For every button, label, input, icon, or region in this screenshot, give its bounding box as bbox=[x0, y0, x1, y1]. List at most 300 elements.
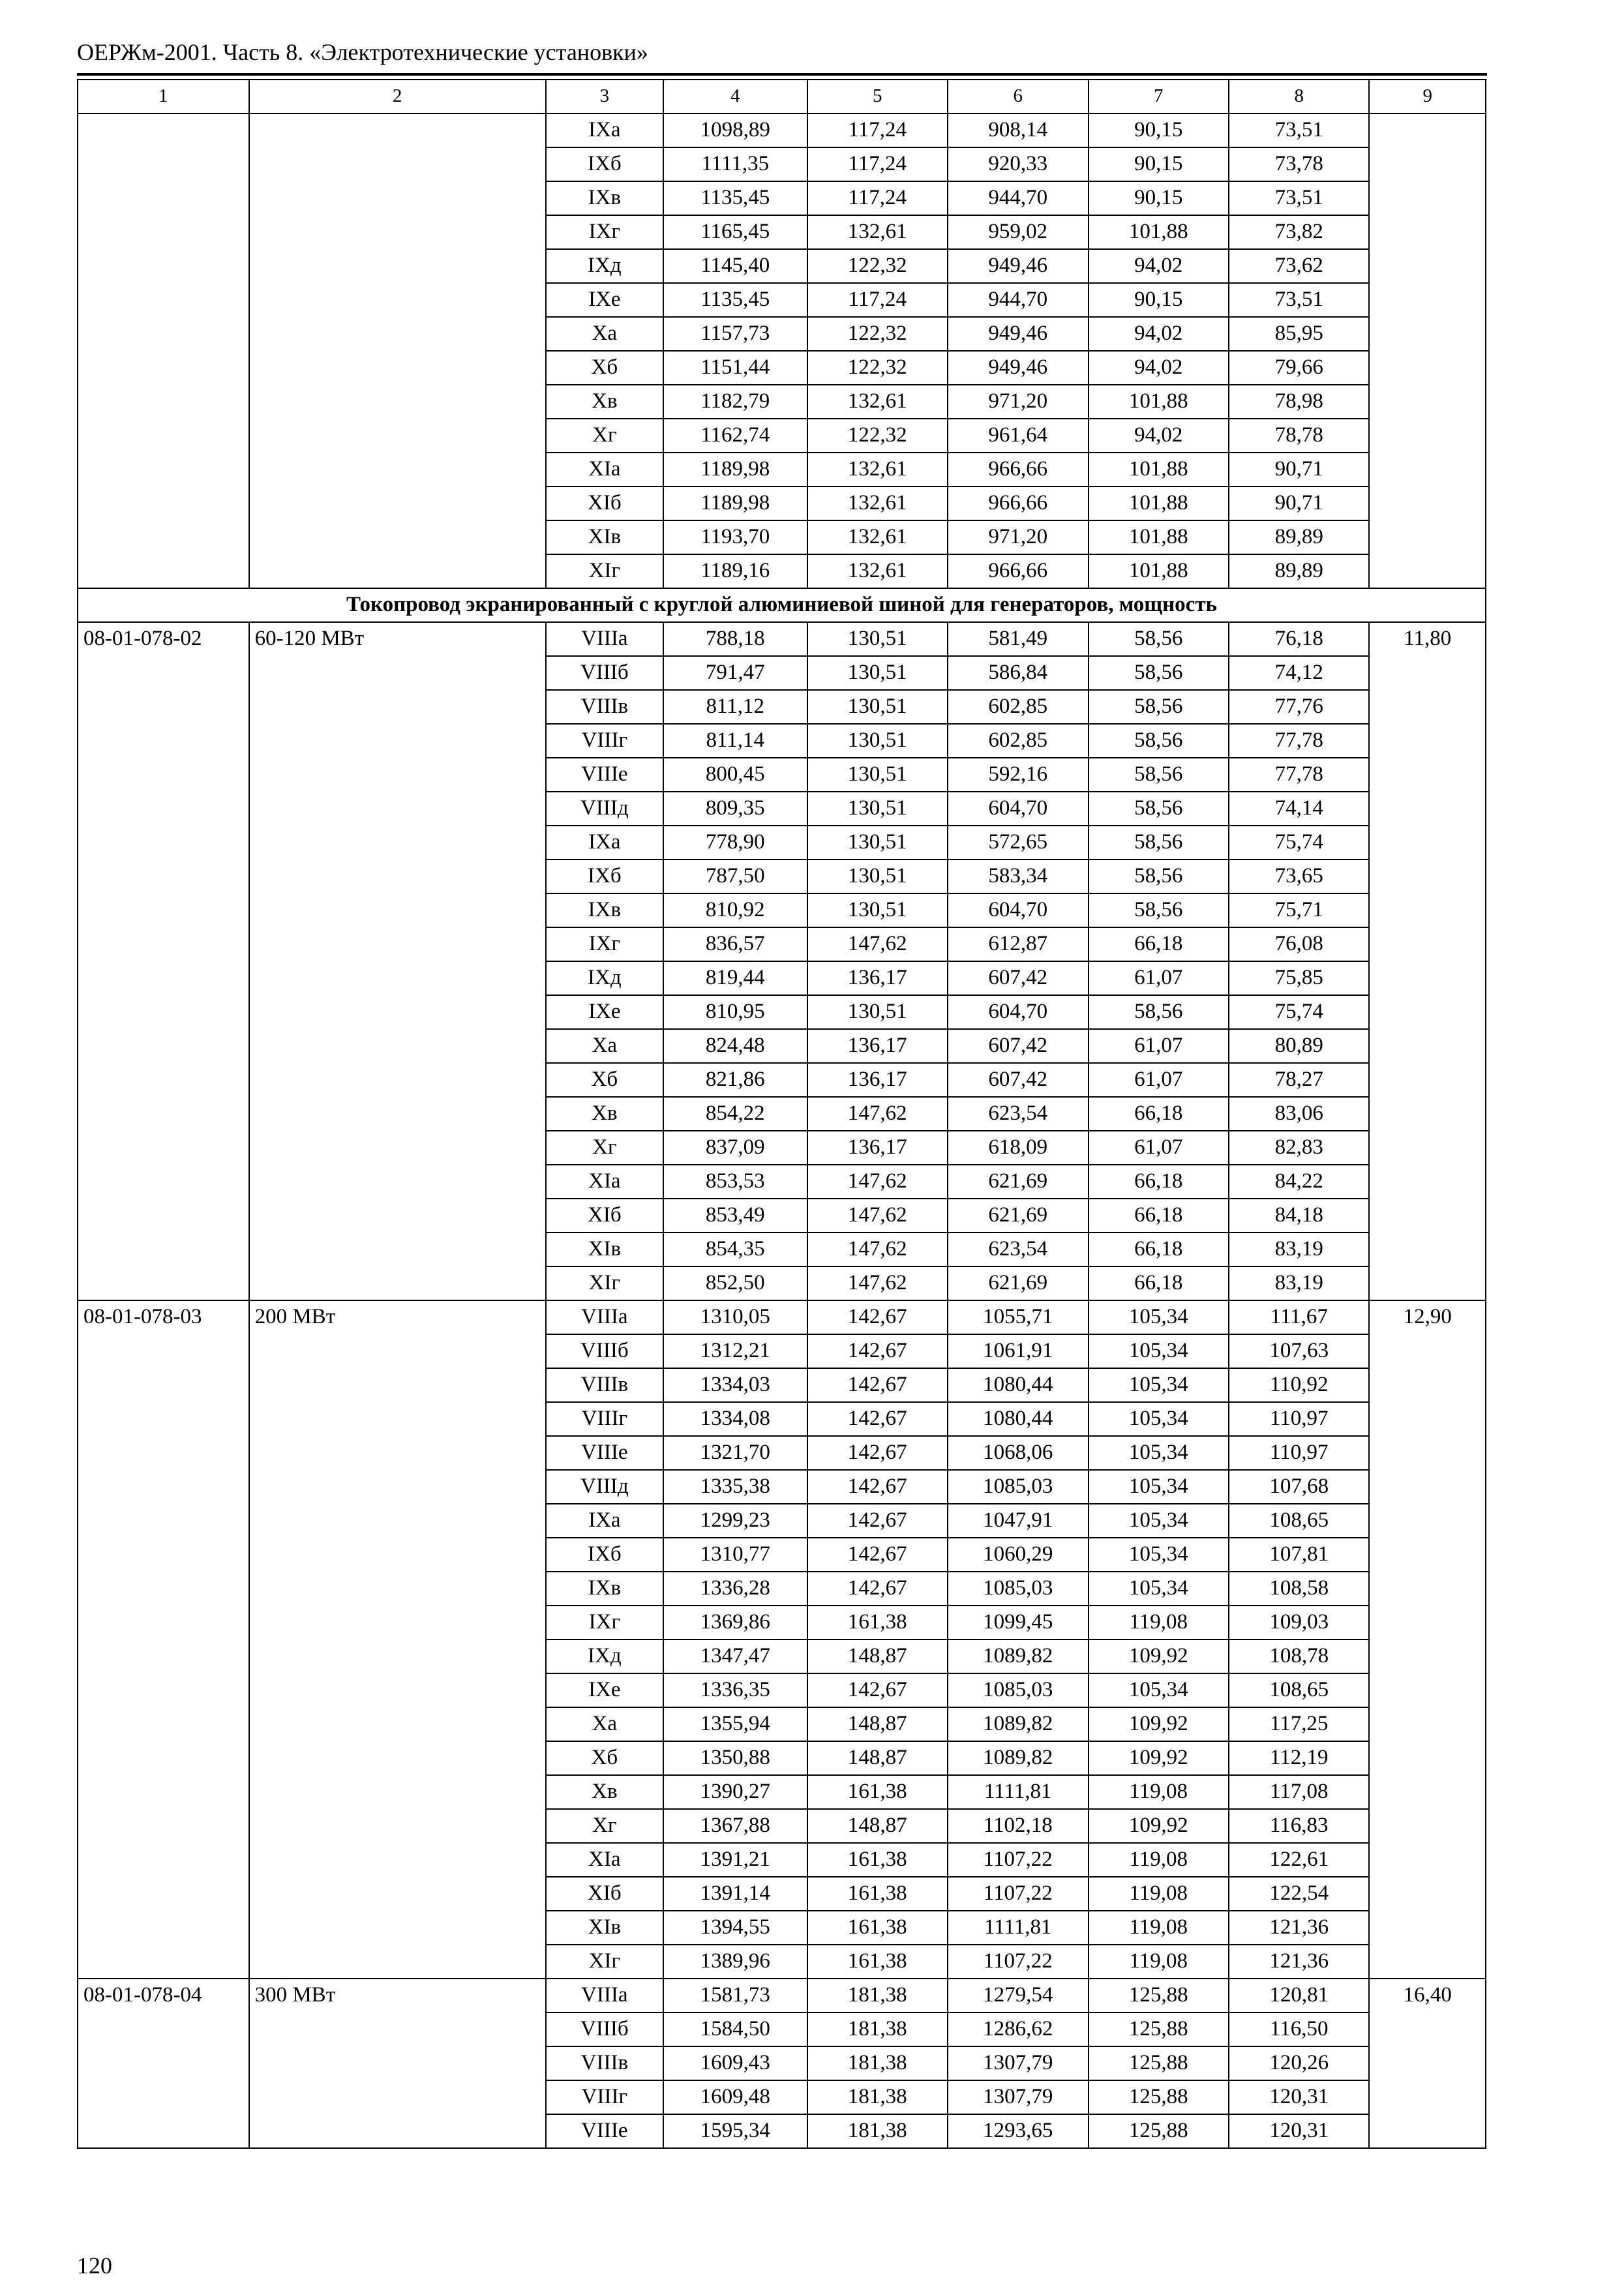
data-cell: 920,33 bbox=[948, 147, 1088, 181]
data-cell: 105,34 bbox=[1089, 1504, 1229, 1538]
column-number-cell: 1 bbox=[78, 80, 249, 113]
item-code: 08-01-078-04 bbox=[78, 1979, 249, 2148]
data-cell: 1391,14 bbox=[663, 1877, 807, 1911]
data-cell: 621,69 bbox=[948, 1266, 1088, 1300]
data-cell: 58,56 bbox=[1089, 893, 1229, 927]
data-cell: 78,27 bbox=[1229, 1063, 1369, 1097]
data-cell: 161,38 bbox=[807, 1877, 948, 1911]
data-cell: 181,38 bbox=[807, 1979, 948, 2012]
data-cell: 572,65 bbox=[948, 826, 1088, 860]
data-cell: XIа bbox=[546, 1843, 663, 1877]
data-cell: XIб bbox=[546, 1199, 663, 1233]
data-cell: 161,38 bbox=[807, 1606, 948, 1639]
item-name: 300 МВт bbox=[249, 1979, 546, 2148]
header-rule bbox=[77, 73, 1487, 76]
data-cell: 75,74 bbox=[1229, 995, 1369, 1029]
page-header-title: ОЕРЖм-2001. Часть 8. «Электротехнические установки» bbox=[77, 39, 648, 65]
data-cell: XIв bbox=[546, 1911, 663, 1945]
data-cell: 1336,35 bbox=[663, 1673, 807, 1707]
data-cell: 1293,65 bbox=[948, 2114, 1088, 2148]
data-cell: 1189,98 bbox=[663, 453, 807, 486]
data-cell: 142,67 bbox=[807, 1402, 948, 1436]
data-cell: 809,35 bbox=[663, 792, 807, 826]
data-cell: 66,18 bbox=[1089, 1097, 1229, 1131]
data-cell: VIIIд bbox=[546, 1470, 663, 1504]
data-cell: 1165,45 bbox=[663, 215, 807, 249]
data-cell: 836,57 bbox=[663, 927, 807, 961]
data-cell: 1182,79 bbox=[663, 385, 807, 419]
data-cell: 121,36 bbox=[1229, 1911, 1369, 1945]
data-cell: Xг bbox=[546, 1809, 663, 1843]
data-cell: 800,45 bbox=[663, 758, 807, 792]
data-cell: 1085,03 bbox=[948, 1470, 1088, 1504]
data-cell: 1334,03 bbox=[663, 1368, 807, 1402]
data-cell: Xв bbox=[546, 1097, 663, 1131]
data-cell: 122,54 bbox=[1229, 1877, 1369, 1911]
data-cell: 117,24 bbox=[807, 113, 948, 147]
data-cell: 142,67 bbox=[807, 1673, 948, 1707]
data-cell: 107,81 bbox=[1229, 1538, 1369, 1572]
data-cell: 819,44 bbox=[663, 961, 807, 995]
column-number-cell: 3 bbox=[546, 80, 663, 113]
data-cell: 117,25 bbox=[1229, 1707, 1369, 1741]
data-cell: XIб bbox=[546, 1877, 663, 1911]
data-cell: VIIIб bbox=[546, 656, 663, 690]
data-cell: 181,38 bbox=[807, 2080, 948, 2114]
data-cell: 89,89 bbox=[1229, 520, 1369, 554]
data-cell: 77,76 bbox=[1229, 690, 1369, 724]
data-cell: 132,61 bbox=[807, 486, 948, 520]
table-row bbox=[78, 622, 1486, 656]
data-cell: 108,65 bbox=[1229, 1504, 1369, 1538]
data-cell: 125,88 bbox=[1089, 2114, 1229, 2148]
data-cell: IXб bbox=[546, 1538, 663, 1572]
data-cell: 79,66 bbox=[1229, 351, 1369, 385]
data-cell: 1350,88 bbox=[663, 1741, 807, 1775]
data-cell: 105,34 bbox=[1089, 1572, 1229, 1606]
data-cell: 119,08 bbox=[1089, 1843, 1229, 1877]
data-cell: 1335,38 bbox=[663, 1470, 807, 1504]
data-cell: 130,51 bbox=[807, 860, 948, 893]
data-cell: 604,70 bbox=[948, 893, 1088, 927]
data-cell: 105,34 bbox=[1089, 1436, 1229, 1470]
data-cell: 58,56 bbox=[1089, 860, 1229, 893]
data-cell: 181,38 bbox=[807, 2114, 948, 2148]
data-cell: VIIIг bbox=[546, 1402, 663, 1436]
item-name bbox=[249, 113, 546, 588]
data-cell: VIIIа bbox=[546, 1979, 663, 2012]
table-row bbox=[78, 1300, 1486, 1334]
data-cell: 119,08 bbox=[1089, 1606, 1229, 1639]
data-cell: VIIIе bbox=[546, 2114, 663, 2148]
data-cell: XIв bbox=[546, 1233, 663, 1266]
data-cell: 74,12 bbox=[1229, 656, 1369, 690]
data-cell: 94,02 bbox=[1089, 317, 1229, 351]
data-cell: 1299,23 bbox=[663, 1504, 807, 1538]
data-cell: 1584,50 bbox=[663, 2012, 807, 2046]
data-cell: 142,67 bbox=[807, 1504, 948, 1538]
data-cell: 110,97 bbox=[1229, 1436, 1369, 1470]
data-cell: 1347,47 bbox=[663, 1639, 807, 1673]
data-cell: 1089,82 bbox=[948, 1639, 1088, 1673]
data-cell: 147,62 bbox=[807, 1097, 948, 1131]
data-cell: 181,38 bbox=[807, 2046, 948, 2080]
data-cell: 148,87 bbox=[807, 1707, 948, 1741]
data-cell: 592,16 bbox=[948, 758, 1088, 792]
data-cell: 77,78 bbox=[1229, 758, 1369, 792]
data-cell: 120,31 bbox=[1229, 2080, 1369, 2114]
data-cell: VIIIа bbox=[546, 622, 663, 656]
data-cell: 121,36 bbox=[1229, 1945, 1369, 1979]
data-cell: 61,07 bbox=[1089, 961, 1229, 995]
data-cell: 1307,79 bbox=[948, 2046, 1088, 2080]
data-cell: 1107,22 bbox=[948, 1843, 1088, 1877]
data-cell: VIIIб bbox=[546, 2012, 663, 2046]
data-cell: 810,92 bbox=[663, 893, 807, 927]
data-cell: 101,88 bbox=[1089, 486, 1229, 520]
data-cell: 78,78 bbox=[1229, 419, 1369, 453]
data-cell: 1089,82 bbox=[948, 1741, 1088, 1775]
data-cell: 1609,43 bbox=[663, 2046, 807, 2080]
data-cell: 1085,03 bbox=[948, 1572, 1088, 1606]
data-cell: 1609,48 bbox=[663, 2080, 807, 2114]
data-cell: IXа bbox=[546, 826, 663, 860]
data-cell: 853,53 bbox=[663, 1165, 807, 1199]
data-cell: 130,51 bbox=[807, 826, 948, 860]
data-cell: 132,61 bbox=[807, 520, 948, 554]
data-cell: 90,15 bbox=[1089, 113, 1229, 147]
data-cell: 58,56 bbox=[1089, 995, 1229, 1029]
data-cell: 791,47 bbox=[663, 656, 807, 690]
data-cell: 1111,81 bbox=[948, 1911, 1088, 1945]
data-cell: 109,92 bbox=[1089, 1639, 1229, 1673]
data-cell: 108,78 bbox=[1229, 1639, 1369, 1673]
data-cell: IXд bbox=[546, 1639, 663, 1673]
data-cell: IXд bbox=[546, 249, 663, 283]
data-cell: Xа bbox=[546, 1029, 663, 1063]
data-cell: 971,20 bbox=[948, 385, 1088, 419]
data-cell: 1099,45 bbox=[948, 1606, 1088, 1639]
data-cell: 136,17 bbox=[807, 1063, 948, 1097]
data-cell: 1068,06 bbox=[948, 1436, 1088, 1470]
data-cell: 908,14 bbox=[948, 113, 1088, 147]
data-cell: 161,38 bbox=[807, 1775, 948, 1809]
data-cell: Xа bbox=[546, 317, 663, 351]
data-cell: 117,08 bbox=[1229, 1775, 1369, 1809]
data-cell: 75,85 bbox=[1229, 961, 1369, 995]
data-cell: 1085,03 bbox=[948, 1673, 1088, 1707]
data-cell: Xг bbox=[546, 419, 663, 453]
data-cell: 130,51 bbox=[807, 622, 948, 656]
data-cell: 623,54 bbox=[948, 1233, 1088, 1266]
data-cell: 1595,34 bbox=[663, 2114, 807, 2148]
data-cell: 125,88 bbox=[1089, 1979, 1229, 2012]
data-cell: 1055,71 bbox=[948, 1300, 1088, 1334]
data-cell: IXг bbox=[546, 215, 663, 249]
data-cell: 607,42 bbox=[948, 961, 1088, 995]
item-col9-value: 16,40 bbox=[1369, 1979, 1486, 2148]
data-cell: 949,46 bbox=[948, 249, 1088, 283]
data-cell: 1279,54 bbox=[948, 1979, 1088, 2012]
data-cell: 90,15 bbox=[1089, 283, 1229, 317]
data-cell: 944,70 bbox=[948, 181, 1088, 215]
data-cell: 105,34 bbox=[1089, 1402, 1229, 1436]
data-cell: 971,20 bbox=[948, 520, 1088, 554]
data-cell: 1080,44 bbox=[948, 1402, 1088, 1436]
data-cell: 73,65 bbox=[1229, 860, 1369, 893]
data-cell: 602,85 bbox=[948, 690, 1088, 724]
data-cell: 61,07 bbox=[1089, 1063, 1229, 1097]
data-cell: 1111,35 bbox=[663, 147, 807, 181]
data-cell: 58,56 bbox=[1089, 656, 1229, 690]
data-cell: XIг bbox=[546, 1945, 663, 1979]
data-cell: Xб bbox=[546, 351, 663, 385]
data-cell: 1310,77 bbox=[663, 1538, 807, 1572]
data-cell: 58,56 bbox=[1089, 724, 1229, 758]
data-cell: 75,71 bbox=[1229, 893, 1369, 927]
data-cell: 120,31 bbox=[1229, 2114, 1369, 2148]
data-cell: 1189,16 bbox=[663, 554, 807, 588]
data-cell: 1089,82 bbox=[948, 1707, 1088, 1741]
data-cell: 944,70 bbox=[948, 283, 1088, 317]
data-cell: 66,18 bbox=[1089, 1233, 1229, 1266]
data-cell: XIг bbox=[546, 554, 663, 588]
data-cell: 1193,70 bbox=[663, 520, 807, 554]
table-body bbox=[78, 80, 1486, 2148]
data-cell: 824,48 bbox=[663, 1029, 807, 1063]
data-cell: 142,67 bbox=[807, 1368, 948, 1402]
data-cell: 90,71 bbox=[1229, 486, 1369, 520]
data-cell: 120,26 bbox=[1229, 2046, 1369, 2080]
data-cell: 116,83 bbox=[1229, 1809, 1369, 1843]
data-cell: 1162,74 bbox=[663, 419, 807, 453]
data-cell: XIа bbox=[546, 453, 663, 486]
data-cell: 117,24 bbox=[807, 283, 948, 317]
data-cell: 109,92 bbox=[1089, 1707, 1229, 1741]
data-cell: 105,34 bbox=[1089, 1673, 1229, 1707]
page-number: 120 bbox=[77, 2252, 112, 2279]
item-col9-value bbox=[1369, 113, 1486, 588]
data-cell: 58,56 bbox=[1089, 690, 1229, 724]
data-cell: 75,74 bbox=[1229, 826, 1369, 860]
data-cell: 966,66 bbox=[948, 486, 1088, 520]
data-cell: VIIIе bbox=[546, 758, 663, 792]
data-cell: 607,42 bbox=[948, 1063, 1088, 1097]
data-cell: 581,49 bbox=[948, 622, 1088, 656]
data-cell: 618,09 bbox=[948, 1131, 1088, 1165]
item-name: 60-120 МВт bbox=[249, 622, 546, 1300]
data-cell: Xб bbox=[546, 1063, 663, 1097]
data-cell: 116,50 bbox=[1229, 2012, 1369, 2046]
data-cell: 1390,27 bbox=[663, 1775, 807, 1809]
data-cell: Xв bbox=[546, 1775, 663, 1809]
data-cell: 1098,89 bbox=[663, 113, 807, 147]
data-cell: 76,08 bbox=[1229, 927, 1369, 961]
data-cell: 84,18 bbox=[1229, 1199, 1369, 1233]
data-cell: 80,89 bbox=[1229, 1029, 1369, 1063]
data-cell: 949,46 bbox=[948, 351, 1088, 385]
data-cell: 120,81 bbox=[1229, 1979, 1369, 2012]
data-cell: 58,56 bbox=[1089, 826, 1229, 860]
data-cell: 105,34 bbox=[1089, 1334, 1229, 1368]
data-cell: 78,98 bbox=[1229, 385, 1369, 419]
data-cell: VIIIд bbox=[546, 792, 663, 826]
data-cell: 142,67 bbox=[807, 1572, 948, 1606]
data-cell: 136,17 bbox=[807, 1131, 948, 1165]
data-cell: IXг bbox=[546, 1606, 663, 1639]
item-code: 08-01-078-02 bbox=[78, 622, 249, 1300]
data-cell: 66,18 bbox=[1089, 927, 1229, 961]
column-number-cell: 6 bbox=[948, 80, 1088, 113]
data-cell: VIIIг bbox=[546, 724, 663, 758]
data-cell: 787,50 bbox=[663, 860, 807, 893]
data-cell: IXд bbox=[546, 961, 663, 995]
data-cell: VIIIв bbox=[546, 1368, 663, 1402]
data-cell: 147,62 bbox=[807, 1199, 948, 1233]
data-cell: 136,17 bbox=[807, 1029, 948, 1063]
data-cell: 1307,79 bbox=[948, 2080, 1088, 2114]
data-cell: 73,62 bbox=[1229, 249, 1369, 283]
data-cell: 161,38 bbox=[807, 1945, 948, 1979]
data-cell: 105,34 bbox=[1089, 1538, 1229, 1572]
data-cell: 810,95 bbox=[663, 995, 807, 1029]
data-cell: 89,89 bbox=[1229, 554, 1369, 588]
data-cell: Xв bbox=[546, 385, 663, 419]
data-cell: 76,18 bbox=[1229, 622, 1369, 656]
data-cell: 142,67 bbox=[807, 1300, 948, 1334]
data-cell: 109,03 bbox=[1229, 1606, 1369, 1639]
data-cell: 147,62 bbox=[807, 1266, 948, 1300]
data-cell: 811,14 bbox=[663, 724, 807, 758]
data-cell: 142,67 bbox=[807, 1334, 948, 1368]
data-cell: 1107,22 bbox=[948, 1877, 1088, 1911]
data-cell: 119,08 bbox=[1089, 1911, 1229, 1945]
data-cell: 107,68 bbox=[1229, 1470, 1369, 1504]
data-cell: 125,88 bbox=[1089, 2046, 1229, 2080]
data-cell: 101,88 bbox=[1089, 215, 1229, 249]
data-cell: 1145,40 bbox=[663, 249, 807, 283]
data-cell: VIIIе bbox=[546, 1436, 663, 1470]
column-number-cell: 5 bbox=[807, 80, 948, 113]
data-cell: 119,08 bbox=[1089, 1775, 1229, 1809]
data-cell: 778,90 bbox=[663, 826, 807, 860]
data-cell: 1581,73 bbox=[663, 1979, 807, 2012]
data-cell: 130,51 bbox=[807, 758, 948, 792]
column-number-cell: 7 bbox=[1089, 80, 1229, 113]
data-cell: 66,18 bbox=[1089, 1266, 1229, 1300]
data-cell: XIб bbox=[546, 486, 663, 520]
data-cell: 1111,81 bbox=[948, 1775, 1088, 1809]
data-cell: 117,24 bbox=[807, 181, 948, 215]
data-cell: 1334,08 bbox=[663, 1402, 807, 1436]
data-cell: 623,54 bbox=[948, 1097, 1088, 1131]
data-cell: 161,38 bbox=[807, 1843, 948, 1877]
data-cell: 1336,28 bbox=[663, 1572, 807, 1606]
data-cell: 148,87 bbox=[807, 1741, 948, 1775]
data-cell: 122,61 bbox=[1229, 1843, 1369, 1877]
data-cell: 959,02 bbox=[948, 215, 1088, 249]
data-cell: 136,17 bbox=[807, 961, 948, 995]
data-cell: 105,34 bbox=[1089, 1470, 1229, 1504]
item-code bbox=[78, 113, 249, 588]
data-cell: VIIIв bbox=[546, 690, 663, 724]
data-cell: 132,61 bbox=[807, 453, 948, 486]
data-cell: 130,51 bbox=[807, 893, 948, 927]
data-cell: 58,56 bbox=[1089, 622, 1229, 656]
data-cell: IXв bbox=[546, 181, 663, 215]
data-cell: 837,09 bbox=[663, 1131, 807, 1165]
data-cell: 811,12 bbox=[663, 690, 807, 724]
data-cell: 117,24 bbox=[807, 147, 948, 181]
data-cell: 111,67 bbox=[1229, 1300, 1369, 1334]
data-cell: 132,61 bbox=[807, 215, 948, 249]
data-cell: 94,02 bbox=[1089, 249, 1229, 283]
data-cell: IXб bbox=[546, 860, 663, 893]
data-cell: 142,67 bbox=[807, 1436, 948, 1470]
data-cell: 77,78 bbox=[1229, 724, 1369, 758]
data-cell: 1135,45 bbox=[663, 181, 807, 215]
data-cell: 83,19 bbox=[1229, 1233, 1369, 1266]
data-cell: 109,92 bbox=[1089, 1741, 1229, 1775]
data-cell: 788,18 bbox=[663, 622, 807, 656]
data-cell: Xг bbox=[546, 1131, 663, 1165]
data-cell: 74,14 bbox=[1229, 792, 1369, 826]
data-cell: 122,32 bbox=[807, 249, 948, 283]
data-cell: IXе bbox=[546, 995, 663, 1029]
data-cell: 130,51 bbox=[807, 792, 948, 826]
data-cell: 132,61 bbox=[807, 554, 948, 588]
data-cell: 73,51 bbox=[1229, 113, 1369, 147]
data-cell: 147,62 bbox=[807, 927, 948, 961]
data-cell: 130,51 bbox=[807, 724, 948, 758]
data-cell: 621,69 bbox=[948, 1165, 1088, 1199]
data-cell: 73,82 bbox=[1229, 215, 1369, 249]
data-cell: 1310,05 bbox=[663, 1300, 807, 1334]
data-cell: VIIIг bbox=[546, 2080, 663, 2114]
data-cell: 854,22 bbox=[663, 1097, 807, 1131]
data-cell: 109,92 bbox=[1089, 1809, 1229, 1843]
data-cell: 84,22 bbox=[1229, 1165, 1369, 1199]
data-cell: 966,66 bbox=[948, 453, 1088, 486]
data-cell: 83,06 bbox=[1229, 1097, 1369, 1131]
data-cell: 1061,91 bbox=[948, 1334, 1088, 1368]
table-row bbox=[78, 113, 1486, 147]
data-cell: 1157,73 bbox=[663, 317, 807, 351]
section-title: Токопровод экранированный с круглой алюминиевой шиной для генераторов, мощность bbox=[78, 588, 1486, 622]
data-cell: 1391,21 bbox=[663, 1843, 807, 1877]
data-cell: 105,34 bbox=[1089, 1368, 1229, 1402]
data-cell: IXа bbox=[546, 113, 663, 147]
data-cell: 1102,18 bbox=[948, 1809, 1088, 1843]
data-cell: 73,51 bbox=[1229, 181, 1369, 215]
data-cell: 142,67 bbox=[807, 1538, 948, 1572]
data-cell: 586,84 bbox=[948, 656, 1088, 690]
data-cell: 66,18 bbox=[1089, 1165, 1229, 1199]
column-number-row bbox=[78, 80, 1486, 113]
table-row bbox=[78, 1979, 1486, 2012]
data-cell: 949,46 bbox=[948, 317, 1088, 351]
data-cell: 853,49 bbox=[663, 1199, 807, 1233]
data-cell: 961,64 bbox=[948, 419, 1088, 453]
data-cell: IXв bbox=[546, 893, 663, 927]
column-number-cell: 8 bbox=[1229, 80, 1369, 113]
data-cell: XIв bbox=[546, 520, 663, 554]
data-cell: IXг bbox=[546, 927, 663, 961]
data-cell: 101,88 bbox=[1089, 520, 1229, 554]
data-cell: 101,88 bbox=[1089, 453, 1229, 486]
data-cell: XIг bbox=[546, 1266, 663, 1300]
data-cell: 90,15 bbox=[1089, 147, 1229, 181]
